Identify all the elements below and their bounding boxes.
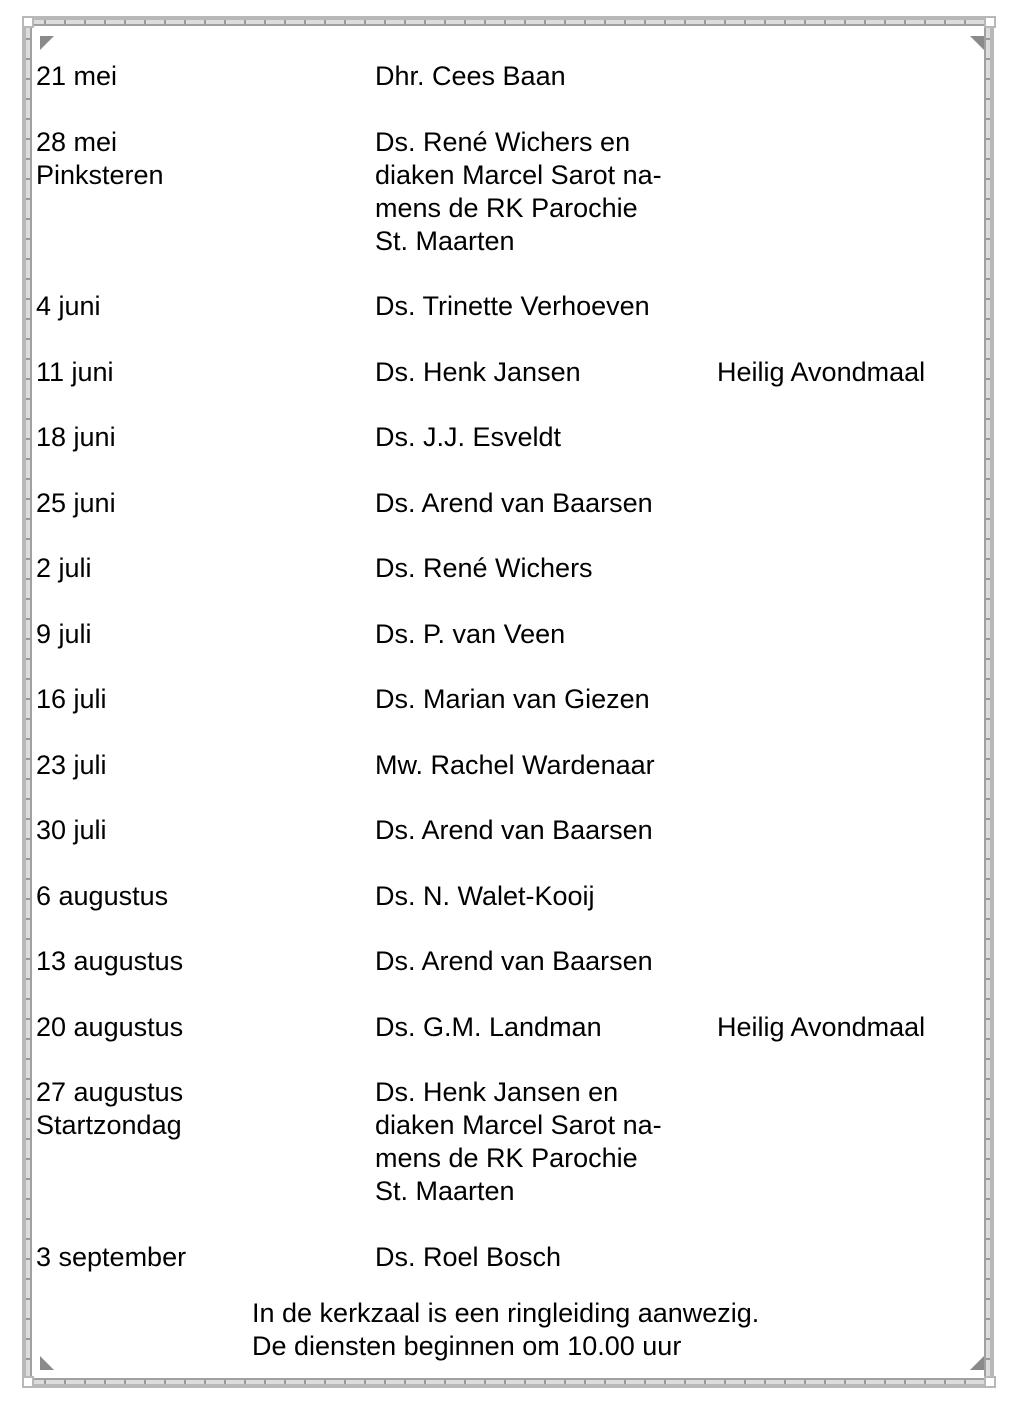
service-date [36,60,375,93]
service-preacher [375,126,717,258]
service-preacher [375,749,717,782]
service-preacher-line: Ds. René Wichers [375,553,593,583]
corner-square-top-right [984,16,996,28]
service-note-text: Heilig Avondmaal [717,356,926,387]
service-date-line: 13 augustus [36,946,184,976]
service-row [36,60,976,93]
service-preacher-line: Ds. Henk Jansen [375,356,581,387]
footer-line-ringleiding: In de kerkzaal is een ringleiding aanwezig. [252,1298,760,1328]
service-date [36,1241,375,1274]
service-preacher-line: mens de RK Parochie [375,192,638,223]
service-preacher [375,618,717,651]
service-row [36,356,976,389]
service-date-line: 30 juli [36,815,107,845]
footer-line-aanvang: De diensten beginnen om 10.00 uur [252,1331,682,1361]
service-date-line: 11 juni [36,356,114,387]
service-preacher-line: diaken Marcel Sarot na- [375,1110,662,1140]
service-preacher [375,1076,717,1208]
service-preacher [375,1241,717,1274]
page-border-bottom [26,1380,990,1384]
service-date [36,749,375,782]
service-preacher [375,290,717,323]
service-date [36,421,375,454]
service-row [36,945,976,978]
service-row [36,880,976,913]
service-date-line: 21 mei [36,61,118,91]
service-preacher-line: diaken Marcel Sarot na- [375,159,662,190]
service-date-line: 2 juli [36,553,92,583]
service-preacher-line: mens de RK Parochie [375,1143,638,1173]
service-preacher [375,1011,717,1044]
service-preacher-line: Ds. Trinette Verhoeven [375,291,650,321]
service-note [717,356,976,389]
service-preacher-line: Ds. N. Walet-Kooij [375,880,595,911]
service-date [36,126,375,258]
service-preacher [375,814,717,847]
service-date [36,880,375,913]
service-note [717,552,976,585]
service-date-line: 16 juli [36,684,107,714]
service-note [717,126,976,258]
service-note [717,1076,976,1208]
service-preacher [375,356,717,389]
corner-square-bottom-right [984,1376,996,1388]
service-note [717,618,976,651]
service-preacher [375,683,717,716]
service-date-line: 20 augustus [36,1011,184,1042]
service-date-line: Startzondag [36,1110,182,1140]
service-preacher-line: Ds. René Wichers en [375,126,631,157]
service-note [717,1011,976,1044]
service-row [36,126,976,258]
page-border-right [986,20,990,1384]
service-preacher-line: Ds. Marian van Giezen [375,684,650,714]
service-date [36,814,375,847]
service-preacher-line: Dhr. Cees Baan [375,61,566,91]
corner-square-bottom-left [22,1376,34,1388]
service-note [717,814,976,847]
service-preacher [375,880,717,913]
service-preacher-line: Ds. Arend van Baarsen [375,815,653,845]
service-preacher-line: Ds. J.J. Esveldt [375,422,562,452]
service-date [36,1011,375,1044]
service-date-line: Pinksteren [36,159,164,190]
service-schedule [36,60,976,1306]
service-preacher [375,487,717,520]
service-row [36,1011,976,1044]
service-note [717,487,976,520]
service-preacher-line: Ds. Arend van Baarsen [375,487,653,518]
service-preacher-line: St. Maarten [375,1176,515,1206]
service-note [717,290,976,323]
service-date [36,356,375,389]
service-date-line: 25 juni [36,487,116,518]
service-date [36,552,375,585]
service-preacher-line: Mw. Rachel Wardenaar [375,749,655,780]
service-date-line: 28 mei [36,126,118,157]
service-row [36,421,976,454]
service-date [36,1076,375,1208]
service-note [717,60,976,93]
service-note [717,421,976,454]
service-date-line: 18 juni [36,422,116,452]
service-preacher [375,60,717,93]
service-note [717,749,976,782]
service-date [36,683,375,716]
service-date-line: 3 september [36,1241,187,1272]
service-row [36,1076,976,1208]
service-preacher-line: Ds. Roel Bosch [375,1241,562,1272]
service-preacher [375,945,717,978]
service-preacher [375,552,717,585]
service-preacher-line: St. Maarten [375,225,515,256]
service-row [36,1241,976,1274]
service-preacher-line: Ds. G.M. Landman [375,1011,602,1042]
service-date-line: 4 juni [36,291,101,321]
service-date [36,945,375,978]
service-row [36,618,976,651]
service-date-line: 6 augustus [36,880,169,911]
service-row [36,683,976,716]
service-date [36,487,375,520]
service-row [36,552,976,585]
service-preacher-line: Ds. P. van Veen [375,618,566,649]
service-note [717,945,976,978]
footer-note [252,1297,759,1363]
corner-square-top-left [22,16,34,28]
service-note [717,1241,976,1274]
service-note-text: Heilig Avondmaal [717,1011,926,1042]
service-preacher-line: Ds. Arend van Baarsen [375,946,653,976]
service-date-line: 27 augustus [36,1077,184,1107]
service-preacher-line: Ds. Henk Jansen en [375,1077,619,1107]
service-row [36,487,976,520]
service-note [717,880,976,913]
service-note [717,683,976,716]
service-date-line: 9 juli [36,618,92,649]
service-row [36,749,976,782]
service-row [36,814,976,847]
service-row [36,290,976,323]
service-date-line: 23 juli [36,749,107,780]
service-preacher [375,421,717,454]
service-date [36,290,375,323]
service-date [36,618,375,651]
